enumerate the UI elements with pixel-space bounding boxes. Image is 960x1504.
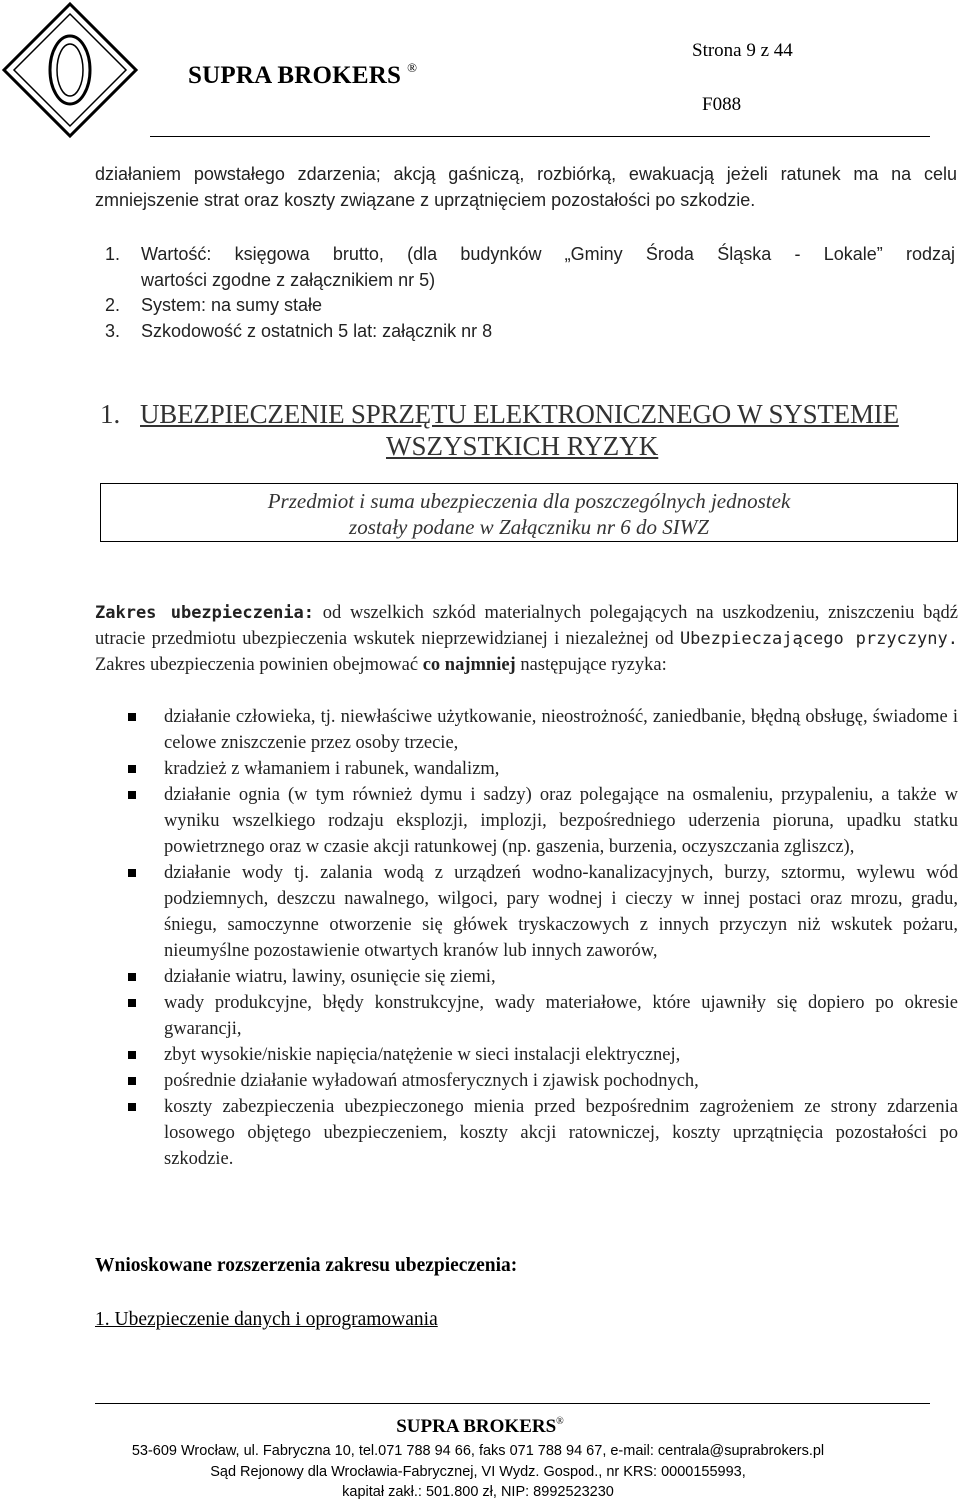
- risk-list: [120, 704, 958, 1172]
- extension-item: 1. Ubezpieczenie danych i oprogramowania: [95, 1309, 438, 1330]
- list-item: pośrednie działanie wyładowań atmosferycznych i zjawisk pochodnych,: [120, 1068, 958, 1094]
- scope-text: następujące ryzyka:: [515, 655, 667, 675]
- list-item-continuation: [105, 268, 955, 294]
- box-line2: zostały podane w Załączniku nr 6 do SIWZ: [349, 515, 709, 539]
- list-item: zbyt wysokie/niskie napięcia/natężenie w sieci instalacji elektrycznej,: [120, 1042, 958, 1068]
- scope-label: Zakres ubezpieczenia:: [95, 603, 315, 623]
- insurance-subject-box: [100, 483, 958, 542]
- scope-bold: co najmniej: [422, 655, 516, 675]
- list-text: Szkodowość z ostatnich 5 lat: załącznik nr 8: [141, 320, 493, 341]
- list-text: Wartość: księgowa brutto, (dla budynków „Gminy Środa Śląska - Lokale” rodzaj: [141, 244, 955, 264]
- scope-text-mono: Ubezpieczającego przyczyny.: [679, 629, 958, 649]
- header-brand: SUPRA BROKERS ®: [188, 60, 418, 89]
- document-code: F088: [702, 94, 742, 115]
- numbered-list: [105, 242, 955, 344]
- footer-capital: kapitał zakł.: 501.800 zł, NIP: 8992523230: [342, 1484, 614, 1500]
- list-item: [105, 293, 955, 319]
- list-item: [105, 242, 955, 268]
- section-title-line2: WSZYSTKICH RYZYK: [386, 431, 659, 461]
- list-text: wartości zgodne z załącznikiem nr 5): [141, 269, 436, 290]
- list-number: 1.: [105, 244, 121, 264]
- list-number: 2.: [105, 295, 121, 315]
- list-number: 3.: [105, 320, 121, 341]
- scope-text: Zakres ubezpieczenia powinien obejmować: [95, 655, 423, 675]
- footer-address: 53-609 Wrocław, ul. Fabryczna 10, tel.071 788 94 66, faks 071 788 94 67, e-mail: centrala@suprabrokers.pl: [131, 1443, 825, 1459]
- list-item: działanie wiatru, lawiny, osunięcie się ziemi,: [120, 964, 958, 990]
- list-item: [105, 319, 955, 345]
- intro-paragraph: działaniem powstałego zdarzenia; akcją gaśniczą, rozbiórką, ewakuacją jeżeli ratunek ma na celu zmniejszenie strat oraz koszty związane z uprzątnięciem pozostałości po szkodzie.: [95, 164, 957, 210]
- footer-brand: SUPRA BROKERS®: [396, 1416, 564, 1437]
- list-item: działanie ognia (w tym również dymu i sadzy) oraz polegające na osmaleniu, przypaleniu, a także w wyniku wszelkiego rodzaju eksplozji, implozji, bezpośredniego uderzenia pioruna, upadku statku powietrznego oraz w czasie akcji ratunkowej (np. gaszenia, burzenia, oczyszczania zgliszcz),: [120, 782, 958, 860]
- footer-court: Sąd Rejonowy dla Wrocławia-Fabrycznej, VI Wydz. Gospod., nr KRS: 0000155993,: [210, 1464, 746, 1480]
- list-item: wady produkcyjne, błędy konstrukcyjne, wady materiałowe, które ujawniły się dopiero po okresie gwarancji,: [120, 990, 958, 1042]
- section-title-line1: UBEZPIECZENIE SPRZĘTU ELEKTRONICZNEGO W SYSTEMIE: [140, 399, 899, 429]
- page-number: Strona 9 z 44: [692, 40, 793, 61]
- section-number: 1.: [100, 399, 121, 429]
- list-item: kradzież z włamaniem i rabunek, wandalizm,: [120, 756, 958, 782]
- header-divider: [150, 136, 930, 137]
- list-item: koszty zabezpieczenia ubezpieczonego mienia przed bezpośrednim zagrożeniem ze strony zdarzenia losowego objętego ubezpieczeniem, koszty akcji ratowniczej, koszty uprzątnięcia pozostałości po szkodzie.: [120, 1094, 958, 1172]
- supra-brokers-logo-icon: [0, 0, 140, 140]
- list-item: działanie człowieka, tj. niewłaściwe użytkowanie, nieostrożność, zaniedbanie, błędną obsługę, świadome i celowe zniszczenie przez osoby trzecie,: [120, 704, 958, 756]
- extensions-heading: Wnioskowane rozszerzenia zakresu ubezpieczenia:: [95, 1255, 518, 1276]
- box-line1: Przedmiot i suma ubezpieczenia dla poszczególnych jednostek: [267, 489, 791, 513]
- footer-divider: [95, 1403, 930, 1404]
- list-item: działanie wody tj. zalania wodą z urządzeń wodno-kanalizacyjnych, burzy, sztormu, wylewu wód podziemnych, deszczu nawalnego, wilgoci, pary wodnej i cieczy w innej postaci oraz mrozu, gradu, śniegu, samoczynne otworzenie się główek tryskaczowych z innych przyczyn niż wskutek pożaru, nieumyślne pozostawienie otwartych kranów lub innych zaworów,: [120, 860, 958, 964]
- scope-paragraph: [95, 600, 958, 678]
- list-text: System: na sumy stałe: [141, 295, 323, 315]
- scope-text: od wszelkich szkód materialnych polegających na uszkodzeniu, zniszczeniu bądź utracie przedmiotu ubezpieczenia wskutek nieprzewidzianej i niezależnej od: [95, 603, 958, 649]
